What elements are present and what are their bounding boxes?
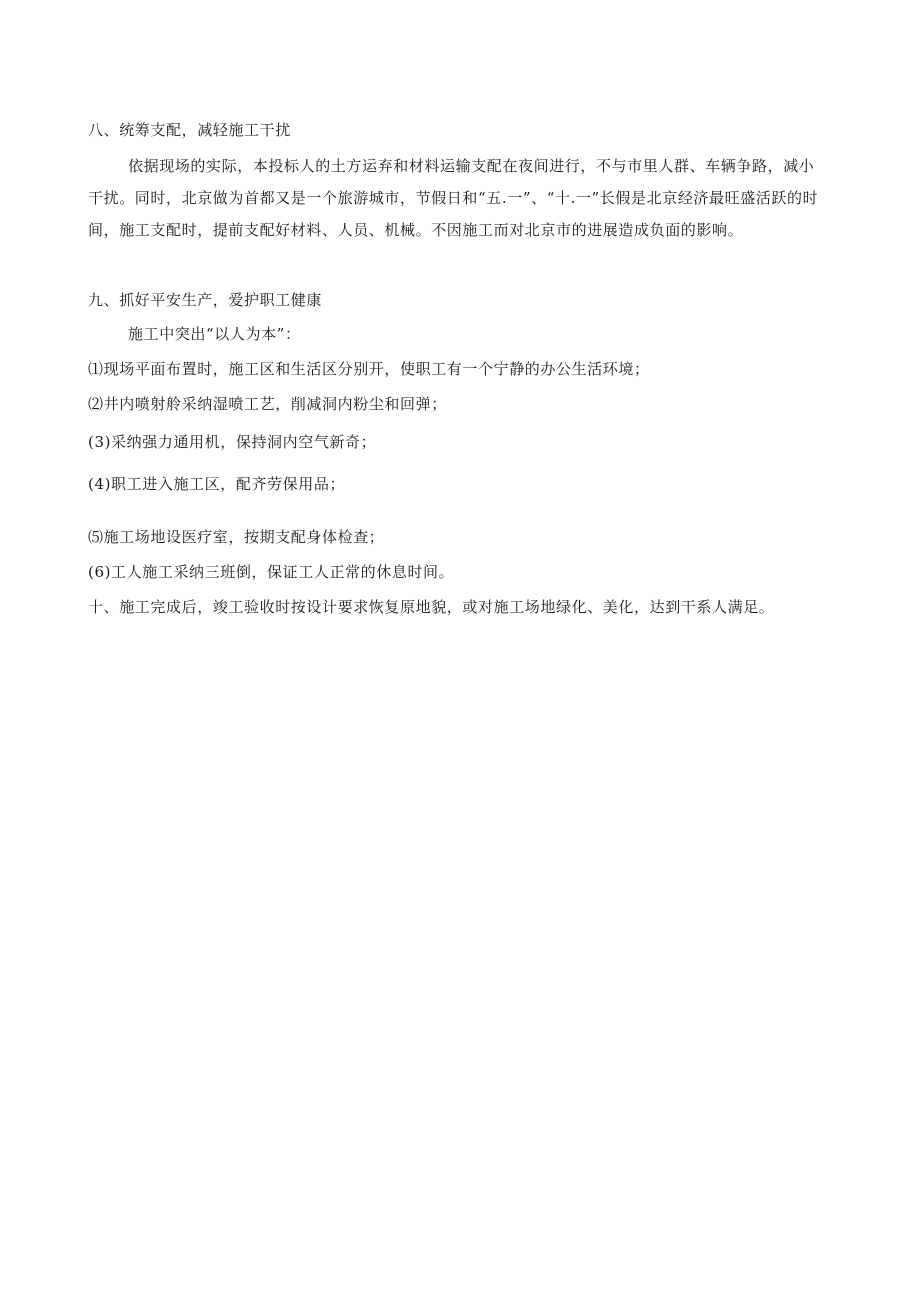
list-item-5: ⑸施工场地设医疗室，按期支配身体检查； bbox=[88, 528, 385, 546]
list-item-6: (6)工人施工采纳三班倒，保证工人正常的休息时间。 bbox=[88, 563, 455, 581]
list-item-1: ⑴现场平面布置时，施工区和生活区分别开，使职工有一个宁静的办公生活环境； bbox=[88, 360, 650, 378]
section-heading-10: 十、施工完成后，竣工验收时按设计要求恢复原地貌，或对施工场地绿化、美化，达到干系人满足。 bbox=[88, 598, 775, 616]
section-heading-9: 九、抓好平安生产，爱护职工健康 bbox=[88, 291, 323, 309]
list-item-3: (3)采纳强力通用机，保持洞内空气新奇； bbox=[88, 433, 377, 451]
section-heading-8: 八、统筹支配，减轻施工干扰 bbox=[88, 121, 291, 139]
section-paragraph-8: 依据现场的实际，本投标人的土方运弃和材料运输支配在夜间进行，不与市里人群、车辆争路，减小干扰。同时，北京做为首都又是一个旅游城市，节假日和“五.一”、“十.一”长假是北京经济最旺盛活跃的时间，施工支配时，提前支配好材料、人员、机械。不因施工而对北京市的进展造成负面的影响。 bbox=[88, 157, 819, 239]
section-intro-9: 施工中突出“以人为本”： bbox=[128, 325, 301, 343]
list-item-4: (4)职工进入施工区，配齐劳保用品； bbox=[88, 475, 346, 493]
list-item-2: ⑵井内喷射舲采纳湿喷工艺，削减洞内粉尘和回弹； bbox=[88, 395, 447, 413]
